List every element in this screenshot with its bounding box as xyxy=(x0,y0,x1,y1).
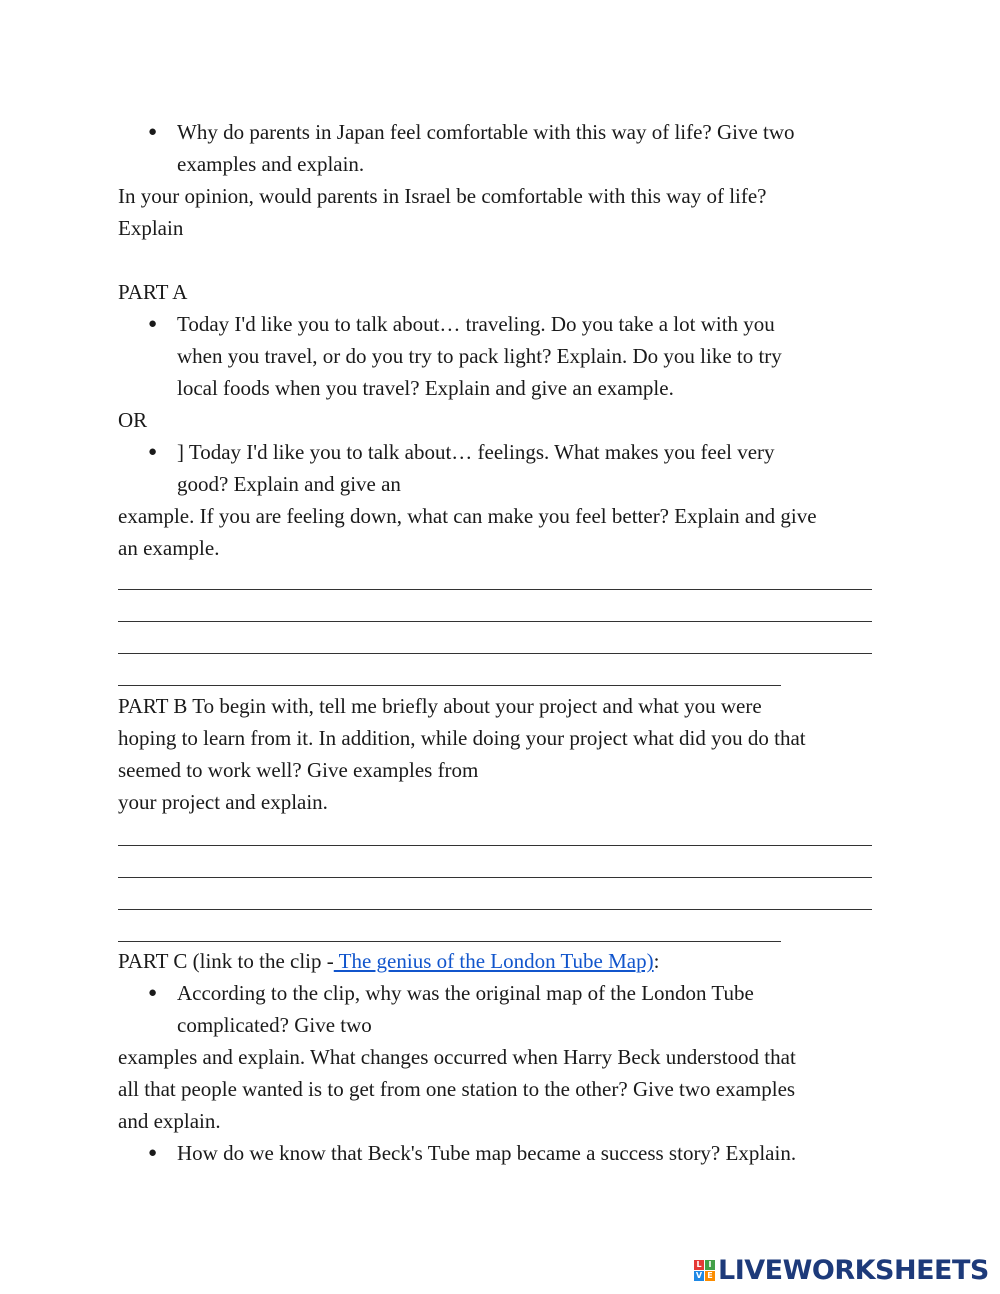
part-a-bullet2-line-2: good? Explain and give an xyxy=(177,472,401,496)
answer-line[interactable] xyxy=(118,589,872,590)
part-c-bullet1-line-1: According to the clip, why was the original map of the London Tube xyxy=(177,981,754,1005)
liveworksheets-logo-text: LIVEWORKSHEETS xyxy=(718,1254,989,1286)
part-a-bullet1-line-3: local foods when you travel? Explain and give an example. xyxy=(177,376,674,400)
part-c-continuation-line-3: and explain. xyxy=(118,1109,221,1133)
bullet-icon: ● xyxy=(148,316,158,332)
answer-line[interactable] xyxy=(118,621,872,622)
part-a-continuation-line-2: an example. xyxy=(118,536,220,560)
bullet-icon: ● xyxy=(148,124,158,140)
part-c-bullet2-line-1: How do we know that Beck's Tube map became a success story? Explain. xyxy=(177,1141,797,1165)
part-c-heading-prefix: PART C (link to the clip - xyxy=(118,949,334,973)
bullet-icon: ● xyxy=(148,444,158,460)
logo-mark-letter: L xyxy=(694,1260,704,1270)
answer-line[interactable] xyxy=(118,877,872,878)
bullet-icon: ● xyxy=(148,1145,158,1161)
answer-line[interactable] xyxy=(118,685,781,686)
part-c-continuation-line-1: examples and explain. What changes occurred when Harry Beck understood that xyxy=(118,1045,796,1069)
tube-map-clip-link[interactable]: The genius of the London Tube Map) xyxy=(333,949,654,973)
answer-line[interactable] xyxy=(118,909,872,910)
part-a-bullet1-line-1: Today I'd like you to talk about… traveling. Do you take a lot with you xyxy=(177,312,775,336)
intro-bullet-line-1: Why do parents in Japan feel comfortable with this way of life? Give two xyxy=(177,120,795,144)
logo-mark-letter: V xyxy=(695,1270,703,1280)
part-a-or: OR xyxy=(118,408,148,432)
part-c-heading-suffix: : xyxy=(653,949,660,973)
intro-paragraph-line-2: Explain xyxy=(118,216,184,240)
logo-mark-letter: E xyxy=(705,1271,715,1281)
answer-line[interactable] xyxy=(118,845,872,846)
part-b-line-4: your project and explain. xyxy=(118,790,328,814)
part-a-bullet2-line-1: ] Today I'd like you to talk about… feelings. What makes you feel very xyxy=(177,440,775,464)
part-a-bullet1-line-2: when you travel, or do you try to pack light? Explain. Do you like to try xyxy=(177,344,782,368)
answer-line[interactable] xyxy=(118,941,781,942)
part-a-continuation-line-1: example. If you are feeling down, what can make you feel better? Explain and give xyxy=(118,504,817,528)
part-b-line-3: seemed to work well? Give examples from xyxy=(118,758,479,782)
liveworksheets-logo-icon xyxy=(694,1260,715,1281)
part-c-continuation-line-2: all that people wanted is to get from one station to the other? Give two examples xyxy=(118,1077,796,1101)
part-b-line-2: hoping to learn from it. In addition, while doing your project what did you do that xyxy=(118,726,806,750)
logo-mark-letter: I xyxy=(705,1260,715,1270)
intro-paragraph-line-1: In your opinion, would parents in Israel be comfortable with this way of life? xyxy=(118,184,767,208)
part-a-heading: PART A xyxy=(118,280,188,304)
bullet-icon: ● xyxy=(148,985,158,1001)
liveworksheets-logo xyxy=(694,1253,989,1287)
answer-line[interactable] xyxy=(118,653,872,654)
part-b-line-1: PART B To begin with, tell me briefly about your project and what you were xyxy=(118,694,762,718)
part-c-bullet1-line-2: complicated? Give two xyxy=(177,1013,372,1037)
intro-bullet-line-2: examples and explain. xyxy=(177,152,365,176)
part-c-heading xyxy=(118,945,659,977)
